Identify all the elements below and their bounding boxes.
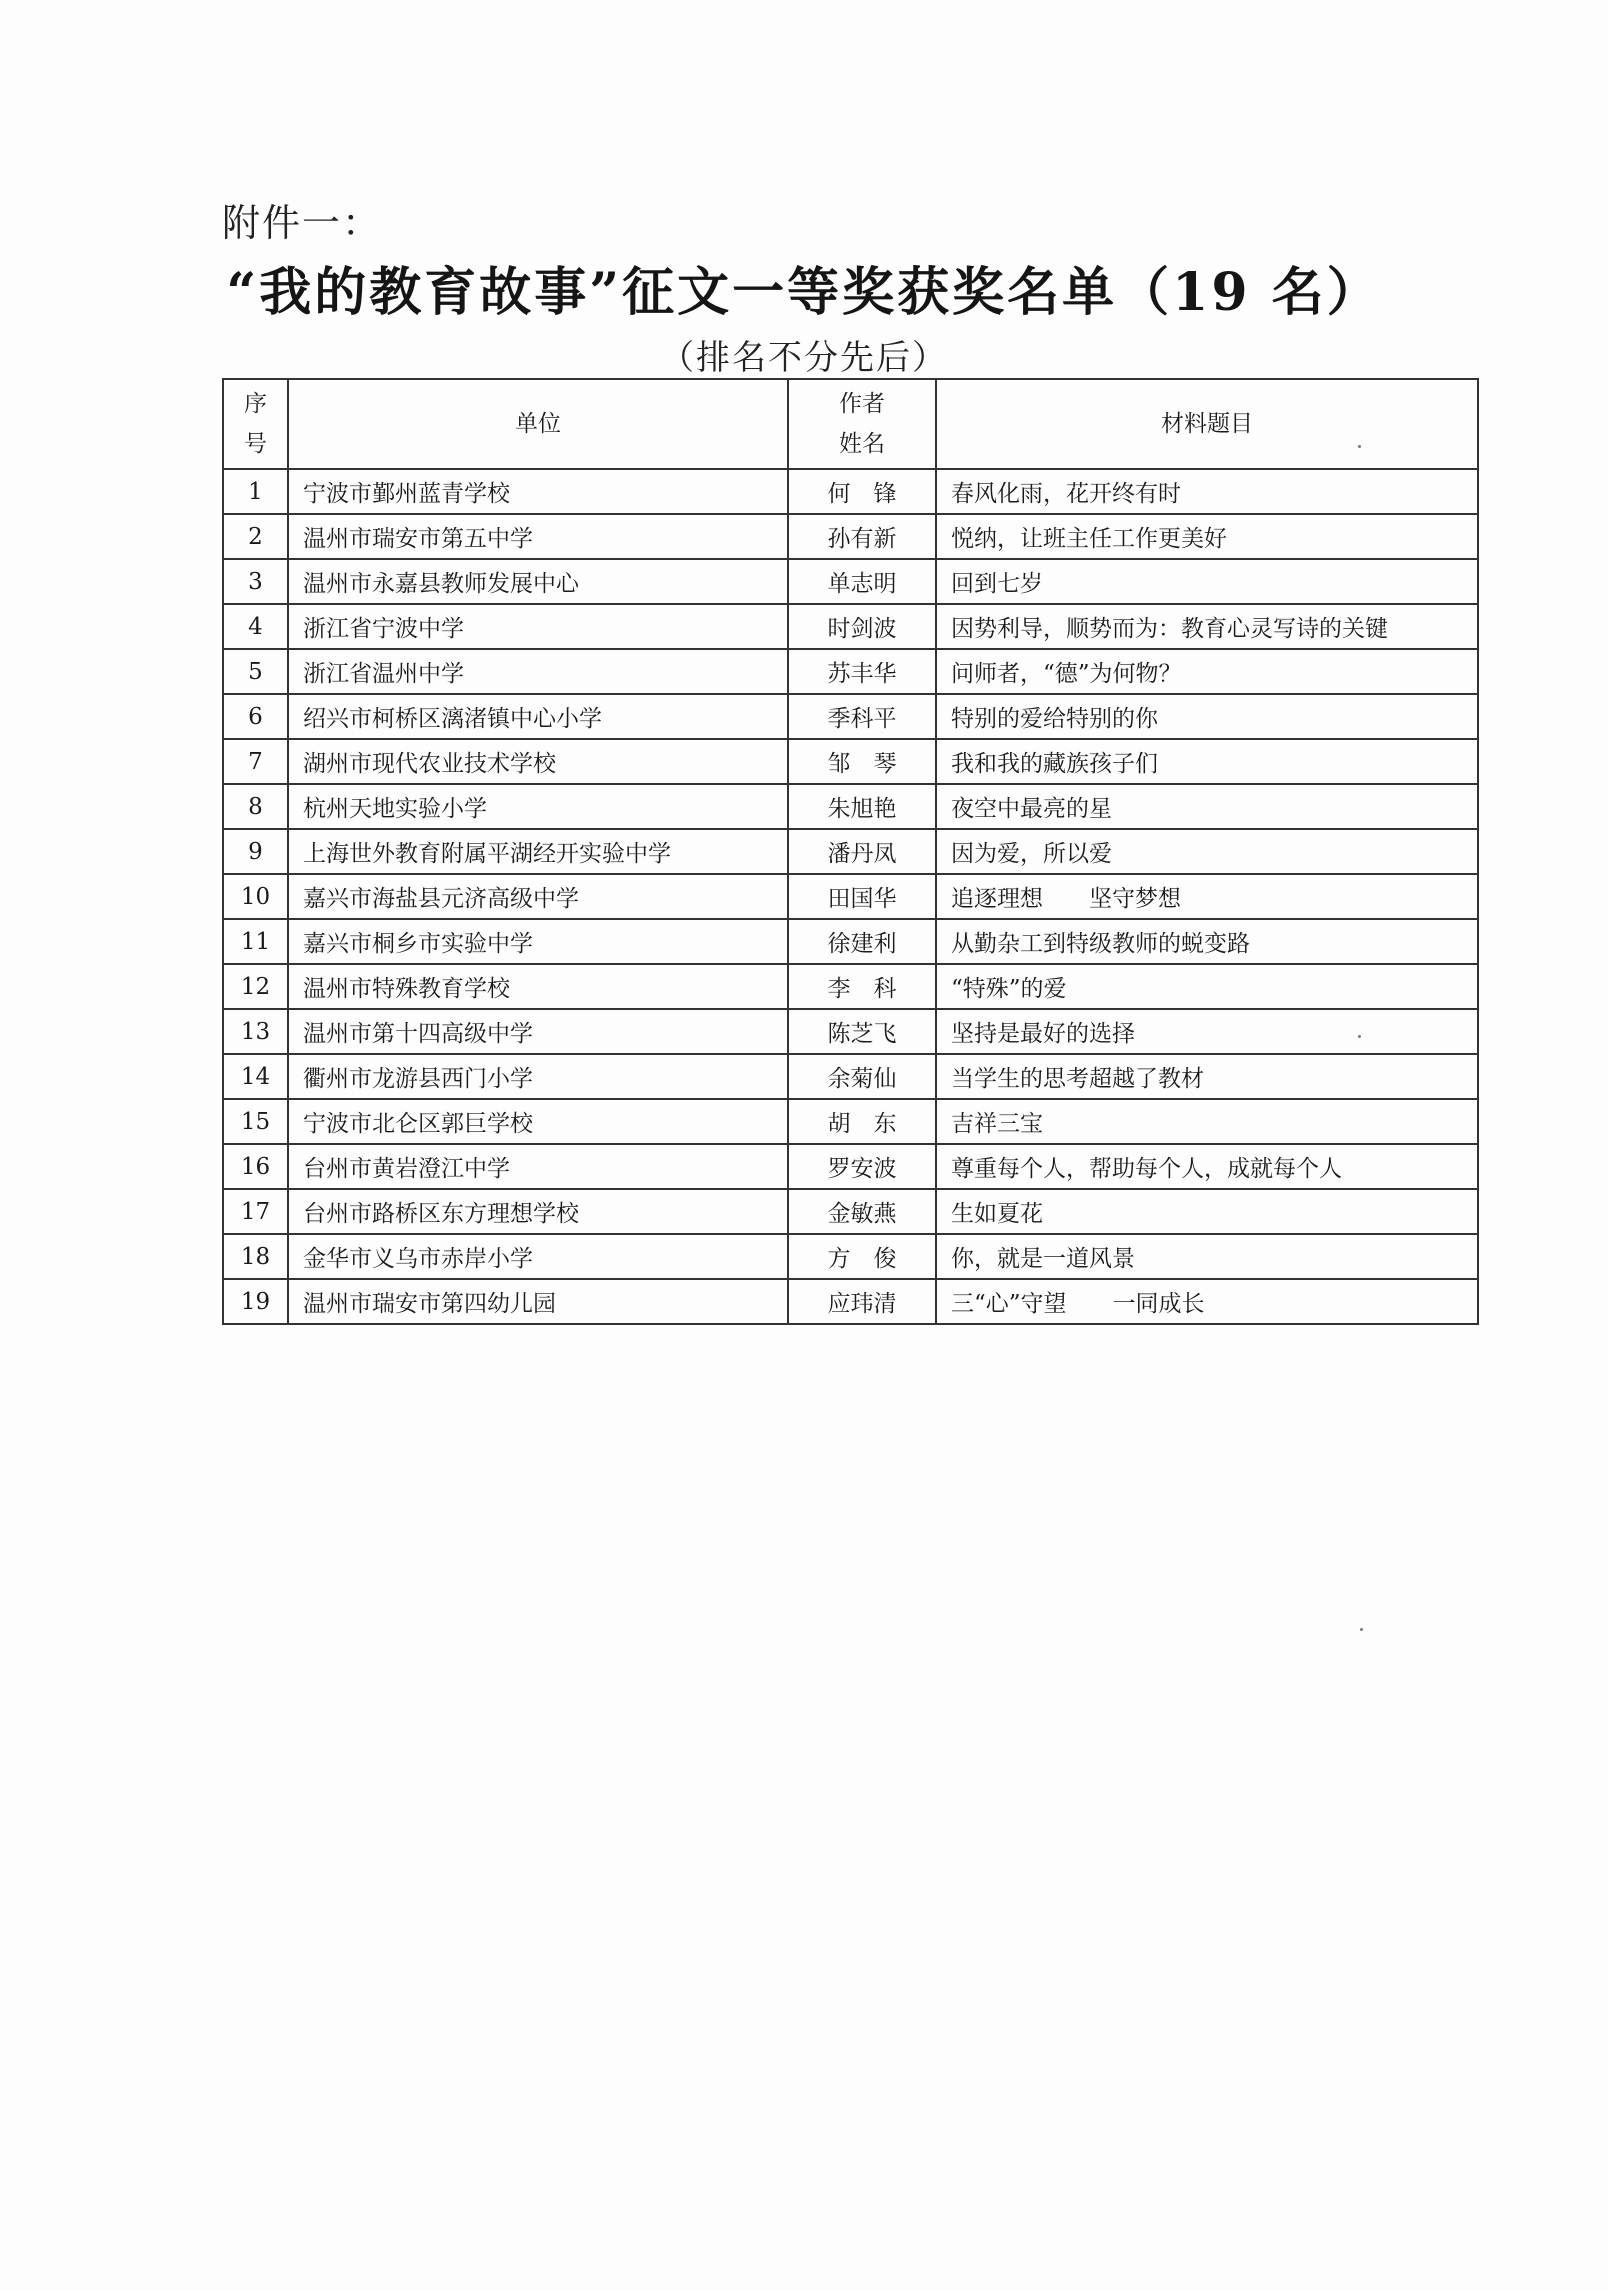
cell-unit: 浙江省温州中学 xyxy=(288,649,788,694)
header-author-line1: 作者 xyxy=(839,391,885,417)
cell-author: 胡 东 xyxy=(788,1099,936,1144)
cell-serial-number: 15 xyxy=(223,1099,288,1144)
cell-serial-number: 2 xyxy=(223,514,288,559)
cell-serial-number: 9 xyxy=(223,829,288,874)
table-row xyxy=(223,649,1478,694)
cell-serial-number: 10 xyxy=(223,874,288,919)
cell-material-title: 你，就是一道风景 xyxy=(936,1234,1478,1279)
cell-unit: 上海世外教育附属平湖经开实验中学 xyxy=(288,829,788,874)
cell-unit: 温州市永嘉县教师发展中心 xyxy=(288,559,788,604)
cell-material-title: 生如夏花 xyxy=(936,1189,1478,1234)
cell-material-title: 我和我的藏族孩子们 xyxy=(936,739,1478,784)
cell-serial-number: 16 xyxy=(223,1144,288,1189)
table-row xyxy=(223,1144,1478,1189)
cell-serial-number: 14 xyxy=(223,1054,288,1099)
cell-unit: 衢州市龙游县西门小学 xyxy=(288,1054,788,1099)
cell-unit: 台州市路桥区东方理想学校 xyxy=(288,1189,788,1234)
cell-material-title: 特别的爱给特别的你 xyxy=(936,694,1478,739)
cell-author: 陈芝飞 xyxy=(788,1009,936,1054)
cell-author: 罗安波 xyxy=(788,1144,936,1189)
cell-author: 金敏燕 xyxy=(788,1189,936,1234)
table-row xyxy=(223,1189,1478,1234)
table-row xyxy=(223,1009,1478,1054)
cell-author: 何 锋 xyxy=(788,469,936,514)
header-serial-number xyxy=(223,379,288,469)
cell-serial-number: 19 xyxy=(223,1279,288,1324)
table-row xyxy=(223,604,1478,649)
table-row xyxy=(223,874,1478,919)
table-row xyxy=(223,829,1478,874)
cell-serial-number: 1 xyxy=(223,469,288,514)
cell-unit: 温州市第十四高级中学 xyxy=(288,1009,788,1054)
cell-serial-number: 8 xyxy=(223,784,288,829)
cell-author: 田国华 xyxy=(788,874,936,919)
header-serial-line1: 序 xyxy=(244,391,267,417)
cell-serial-number: 11 xyxy=(223,919,288,964)
cell-material-title: 春风化雨，花开终有时 xyxy=(936,469,1478,514)
cell-material-title: 回到七岁 xyxy=(936,559,1478,604)
cell-serial-number: 13 xyxy=(223,1009,288,1054)
cell-unit: 杭州天地实验小学 xyxy=(288,784,788,829)
cell-serial-number: 6 xyxy=(223,694,288,739)
cell-unit: 浙江省宁波中学 xyxy=(288,604,788,649)
table-row xyxy=(223,559,1478,604)
table-header xyxy=(223,379,1478,469)
cell-author: 朱旭艳 xyxy=(788,784,936,829)
table-row xyxy=(223,1234,1478,1279)
cell-author: 李 科 xyxy=(788,964,936,1009)
header-serial-line2: 号 xyxy=(244,431,267,457)
cell-material-title: 因为爱，所以爱 xyxy=(936,829,1478,874)
cell-unit: 湖州市现代农业技术学校 xyxy=(288,739,788,784)
scan-speck xyxy=(1360,1628,1363,1631)
table-row xyxy=(223,964,1478,1009)
cell-material-title: “特殊”的爱 xyxy=(936,964,1478,1009)
table-row xyxy=(223,1054,1478,1099)
table-row xyxy=(223,469,1478,514)
cell-material-title: 尊重每个人，帮助每个人，成就每个人 xyxy=(936,1144,1478,1189)
cell-author: 徐建利 xyxy=(788,919,936,964)
cell-material-title: 三“心”守望 一同成长 xyxy=(936,1279,1478,1324)
cell-unit: 嘉兴市海盐县元济高级中学 xyxy=(288,874,788,919)
award-list-table xyxy=(222,378,1479,1325)
scan-speck xyxy=(1358,445,1361,448)
cell-serial-number: 17 xyxy=(223,1189,288,1234)
header-unit: 单位 xyxy=(288,379,788,469)
cell-serial-number: 18 xyxy=(223,1234,288,1279)
table-body xyxy=(223,469,1478,1324)
cell-material-title: 因势利导，顺势而为：教育心灵写诗的关键 xyxy=(936,604,1478,649)
cell-author: 苏丰华 xyxy=(788,649,936,694)
header-material-title: 材料题目 xyxy=(936,379,1478,469)
cell-unit: 台州市黄岩澄江中学 xyxy=(288,1144,788,1189)
table-row xyxy=(223,1099,1478,1144)
table-row xyxy=(223,919,1478,964)
cell-material-title: 问师者，“德”为何物？ xyxy=(936,649,1478,694)
cell-unit: 宁波市北仑区郭巨学校 xyxy=(288,1099,788,1144)
cell-unit: 宁波市鄞州蓝青学校 xyxy=(288,469,788,514)
cell-author: 方 俊 xyxy=(788,1234,936,1279)
cell-material-title: 悦纳，让班主任工作更美好 xyxy=(936,514,1478,559)
table-row xyxy=(223,694,1478,739)
header-row xyxy=(223,379,1478,469)
document-title: “我的教育故事”征文一等奖获奖名单（19 名） xyxy=(226,262,1382,323)
attachment-label: 附件一： xyxy=(222,201,383,245)
cell-serial-number: 5 xyxy=(223,649,288,694)
cell-unit: 温州市瑞安市第四幼儿园 xyxy=(288,1279,788,1324)
cell-material-title: 当学生的思考超越了教材 xyxy=(936,1054,1478,1099)
table-row xyxy=(223,739,1478,784)
cell-serial-number: 4 xyxy=(223,604,288,649)
cell-author: 邹 琴 xyxy=(788,739,936,784)
document-subtitle: （排名不分先后） xyxy=(660,338,948,378)
cell-serial-number: 12 xyxy=(223,964,288,1009)
cell-author: 潘丹凤 xyxy=(788,829,936,874)
cell-unit: 温州市特殊教育学校 xyxy=(288,964,788,1009)
cell-author: 孙有新 xyxy=(788,514,936,559)
cell-author: 应玮清 xyxy=(788,1279,936,1324)
cell-author: 余菊仙 xyxy=(788,1054,936,1099)
cell-material-title: 夜空中最亮的星 xyxy=(936,784,1478,829)
cell-unit: 嘉兴市桐乡市实验中学 xyxy=(288,919,788,964)
table-row xyxy=(223,1279,1478,1324)
cell-material-title: 从勤杂工到特级教师的蜕变路 xyxy=(936,919,1478,964)
header-author xyxy=(788,379,936,469)
cell-serial-number: 7 xyxy=(223,739,288,784)
cell-serial-number: 3 xyxy=(223,559,288,604)
cell-unit: 温州市瑞安市第五中学 xyxy=(288,514,788,559)
cell-material-title: 坚持是最好的选择 xyxy=(936,1009,1478,1054)
header-author-line2: 姓名 xyxy=(839,431,885,457)
scan-speck xyxy=(1358,1035,1361,1038)
cell-unit: 绍兴市柯桥区漓渚镇中心小学 xyxy=(288,694,788,739)
table-row xyxy=(223,514,1478,559)
cell-material-title: 追逐理想 坚守梦想 xyxy=(936,874,1478,919)
cell-author: 单志明 xyxy=(788,559,936,604)
cell-author: 季科平 xyxy=(788,694,936,739)
cell-material-title: 吉祥三宝 xyxy=(936,1099,1478,1144)
table-row xyxy=(223,784,1478,829)
cell-author: 时剑波 xyxy=(788,604,936,649)
cell-unit: 金华市义乌市赤岸小学 xyxy=(288,1234,788,1279)
